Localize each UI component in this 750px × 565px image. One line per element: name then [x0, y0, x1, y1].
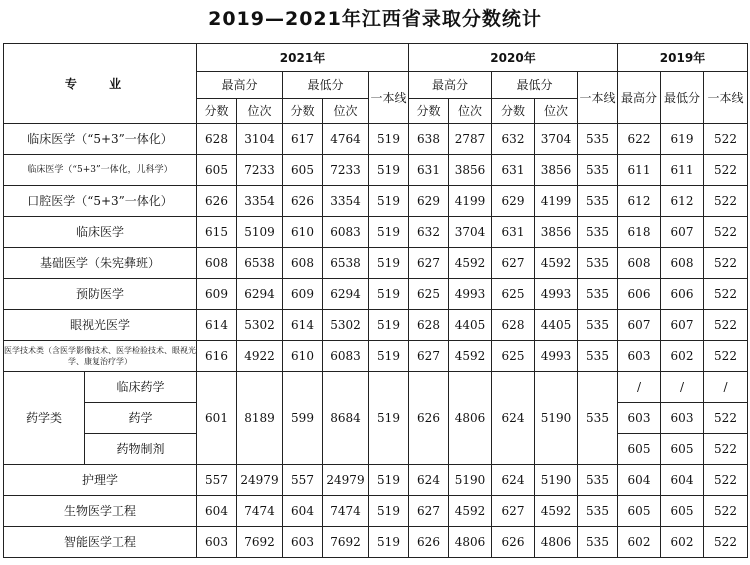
value-cell: 6294	[237, 279, 283, 310]
value-cell: 627	[409, 496, 449, 527]
value-cell: 631	[492, 217, 535, 248]
value-cell: 522	[704, 155, 748, 186]
value-cell: /	[618, 372, 661, 403]
merged-value-cell: 601	[197, 372, 237, 465]
value-cell: 4922	[237, 341, 283, 372]
value-cell: 4199	[535, 186, 578, 217]
table-row	[4, 217, 748, 248]
value-cell: 535	[578, 496, 618, 527]
value-cell: 617	[283, 124, 323, 155]
value-cell: 603	[661, 403, 704, 434]
value-cell: 4806	[449, 527, 492, 558]
value-cell: 522	[704, 279, 748, 310]
major-name: 智能医学工程	[4, 527, 197, 558]
value-cell: 519	[369, 341, 409, 372]
value-cell: 603	[197, 527, 237, 558]
value-cell: 3856	[535, 155, 578, 186]
value-cell: 4592	[449, 496, 492, 527]
min-score-header-2020: 最低分	[492, 72, 578, 99]
merged-value-cell: 519	[369, 372, 409, 465]
value-cell: 522	[704, 465, 748, 496]
major-name: 预防医学	[4, 279, 197, 310]
major-name: 眼视光医学	[4, 310, 197, 341]
value-cell: 609	[197, 279, 237, 310]
table-row	[4, 372, 748, 403]
value-cell: 3856	[535, 217, 578, 248]
merged-value-cell: 624	[492, 372, 535, 465]
value-cell: 603	[618, 341, 661, 372]
value-cell: 522	[704, 403, 748, 434]
value-cell: 629	[492, 186, 535, 217]
value-cell: 604	[197, 496, 237, 527]
value-cell: 535	[578, 248, 618, 279]
value-cell: 632	[409, 217, 449, 248]
major-name: 医学技术类（含医学影像技术、医学检验技术、眼视光学、康复治疗学）	[4, 341, 197, 372]
value-cell: 535	[578, 279, 618, 310]
value-cell: 4592	[449, 248, 492, 279]
value-cell: 519	[369, 155, 409, 186]
merged-value-cell: 626	[409, 372, 449, 465]
merged-value-cell: 4806	[449, 372, 492, 465]
value-cell: 535	[578, 217, 618, 248]
table-row	[4, 279, 748, 310]
value-cell: 627	[409, 248, 449, 279]
value-cell: 522	[704, 496, 748, 527]
merged-value-cell: 8684	[323, 372, 369, 465]
value-cell: 2787	[449, 124, 492, 155]
rank-header: 位次	[535, 99, 578, 124]
value-cell: 535	[578, 341, 618, 372]
value-cell: 614	[197, 310, 237, 341]
value-cell: 522	[704, 248, 748, 279]
value-cell: 4592	[535, 248, 578, 279]
major-header: 专 业	[4, 44, 197, 124]
value-cell: 629	[409, 186, 449, 217]
admission-score-table	[3, 43, 748, 558]
value-cell: 610	[283, 341, 323, 372]
value-cell: 612	[661, 186, 704, 217]
table-row	[4, 341, 748, 372]
value-cell: 627	[492, 248, 535, 279]
score-header: 分数	[197, 99, 237, 124]
value-cell: 5190	[449, 465, 492, 496]
merged-value-cell: 535	[578, 372, 618, 465]
value-cell: 626	[492, 527, 535, 558]
table-row	[4, 248, 748, 279]
value-cell: 606	[661, 279, 704, 310]
value-cell: 5190	[535, 465, 578, 496]
value-cell: 519	[369, 465, 409, 496]
value-cell: 7692	[323, 527, 369, 558]
value-cell: 519	[369, 310, 409, 341]
value-cell: 4993	[535, 341, 578, 372]
value-cell: 627	[409, 341, 449, 372]
min-score-header-2019: 最低分	[661, 72, 704, 124]
major-name: 基础医学（朱宪彝班）	[4, 248, 197, 279]
value-cell: 605	[618, 496, 661, 527]
value-cell: 4806	[535, 527, 578, 558]
value-cell: 522	[704, 341, 748, 372]
value-cell: 3704	[449, 217, 492, 248]
major-group-name: 药学类	[4, 372, 85, 465]
sub-major-name: 临床药学	[85, 372, 197, 403]
value-cell: 522	[704, 217, 748, 248]
value-cell: 519	[369, 279, 409, 310]
value-cell: 625	[409, 279, 449, 310]
value-cell: 614	[283, 310, 323, 341]
value-cell: 557	[197, 465, 237, 496]
value-cell: 535	[578, 155, 618, 186]
line-header-2020: 一本线	[578, 72, 618, 124]
value-cell: 622	[618, 124, 661, 155]
merged-value-cell: 8189	[237, 372, 283, 465]
table-row	[4, 310, 748, 341]
value-cell: 7233	[323, 155, 369, 186]
value-cell: 602	[661, 527, 704, 558]
value-cell: 610	[283, 217, 323, 248]
year-header-2019: 2019年	[618, 44, 748, 72]
value-cell: 625	[492, 279, 535, 310]
value-cell: 607	[618, 310, 661, 341]
value-cell: 519	[369, 124, 409, 155]
rank-header: 位次	[449, 99, 492, 124]
value-cell: 616	[197, 341, 237, 372]
value-cell: 632	[492, 124, 535, 155]
value-cell: 535	[578, 124, 618, 155]
min-score-header-2021: 最低分	[283, 72, 369, 99]
value-cell: 605	[618, 434, 661, 465]
value-cell: 7474	[237, 496, 283, 527]
score-header: 分数	[409, 99, 449, 124]
table-row	[4, 496, 748, 527]
value-cell: 7233	[237, 155, 283, 186]
value-cell: 7474	[323, 496, 369, 527]
table-row	[4, 527, 748, 558]
value-cell: 607	[661, 310, 704, 341]
merged-value-cell: 599	[283, 372, 323, 465]
table-row	[4, 186, 748, 217]
value-cell: 603	[283, 527, 323, 558]
value-cell: 625	[492, 341, 535, 372]
value-cell: 624	[492, 465, 535, 496]
value-cell: 519	[369, 217, 409, 248]
value-cell: 603	[618, 403, 661, 434]
value-cell: 6083	[323, 341, 369, 372]
value-cell: /	[704, 372, 748, 403]
value-cell: 604	[283, 496, 323, 527]
score-header: 分数	[283, 99, 323, 124]
merged-value-cell: 5190	[535, 372, 578, 465]
value-cell: 618	[618, 217, 661, 248]
value-cell: 24979	[237, 465, 283, 496]
value-cell: 522	[704, 434, 748, 465]
value-cell: 605	[661, 496, 704, 527]
table-row	[4, 465, 748, 496]
page-title: 2019—2021年江西省录取分数统计	[208, 8, 542, 30]
value-cell: 3354	[237, 186, 283, 217]
value-cell: 522	[704, 527, 748, 558]
value-cell: 628	[409, 310, 449, 341]
value-cell: 6083	[323, 217, 369, 248]
value-cell: 604	[661, 465, 704, 496]
value-cell: 519	[369, 248, 409, 279]
major-name: 护理学	[4, 465, 197, 496]
max-score-header-2021: 最高分	[197, 72, 283, 99]
value-cell: 4764	[323, 124, 369, 155]
max-score-header-2019: 最高分	[618, 72, 661, 124]
value-cell: 535	[578, 465, 618, 496]
value-cell: 627	[492, 496, 535, 527]
score-header: 分数	[492, 99, 535, 124]
value-cell: 602	[618, 527, 661, 558]
value-cell: 522	[704, 310, 748, 341]
value-cell: 4405	[449, 310, 492, 341]
value-cell: 24979	[323, 465, 369, 496]
value-cell: 6294	[323, 279, 369, 310]
major-name: 口腔医学（“5+3”一体化）	[4, 186, 197, 217]
table-row	[4, 124, 748, 155]
value-cell: 607	[661, 217, 704, 248]
value-cell: /	[661, 372, 704, 403]
sub-major-name: 药学	[85, 403, 197, 434]
value-cell: 605	[197, 155, 237, 186]
value-cell: 4592	[449, 341, 492, 372]
value-cell: 535	[578, 310, 618, 341]
value-cell: 3354	[323, 186, 369, 217]
year-header-2020: 2020年	[409, 44, 618, 72]
sub-major-name: 药物制剂	[85, 434, 197, 465]
value-cell: 4405	[535, 310, 578, 341]
value-cell: 605	[661, 434, 704, 465]
value-cell: 535	[578, 527, 618, 558]
value-cell: 519	[369, 527, 409, 558]
year-header-2021: 2021年	[197, 44, 409, 72]
major-name: 临床医学（“5+3”一体化，儿科学）	[4, 155, 197, 186]
major-name: 生物医学工程	[4, 496, 197, 527]
value-cell: 519	[369, 496, 409, 527]
value-cell: 604	[618, 465, 661, 496]
max-score-header-2020: 最高分	[409, 72, 492, 99]
value-cell: 4993	[449, 279, 492, 310]
value-cell: 626	[197, 186, 237, 217]
value-cell: 5302	[323, 310, 369, 341]
value-cell: 4993	[535, 279, 578, 310]
value-cell: 3704	[535, 124, 578, 155]
value-cell: 3856	[449, 155, 492, 186]
line-header-2021: 一本线	[369, 72, 409, 124]
value-cell: 638	[409, 124, 449, 155]
line-header-2019: 一本线	[704, 72, 748, 124]
value-cell: 557	[283, 465, 323, 496]
value-cell: 5109	[237, 217, 283, 248]
value-cell: 609	[283, 279, 323, 310]
value-cell: 4592	[535, 496, 578, 527]
major-name: 临床医学（“5+3”一体化）	[4, 124, 197, 155]
value-cell: 619	[661, 124, 704, 155]
value-cell: 608	[661, 248, 704, 279]
value-cell: 608	[197, 248, 237, 279]
value-cell: 626	[283, 186, 323, 217]
value-cell: 6538	[237, 248, 283, 279]
value-cell: 615	[197, 217, 237, 248]
value-cell: 3104	[237, 124, 283, 155]
value-cell: 608	[618, 248, 661, 279]
value-cell: 624	[409, 465, 449, 496]
value-cell: 606	[618, 279, 661, 310]
value-cell: 631	[492, 155, 535, 186]
value-cell: 522	[704, 124, 748, 155]
value-cell: 608	[283, 248, 323, 279]
value-cell: 628	[492, 310, 535, 341]
rank-header: 位次	[323, 99, 369, 124]
value-cell: 4199	[449, 186, 492, 217]
value-cell: 612	[618, 186, 661, 217]
value-cell: 611	[618, 155, 661, 186]
value-cell: 602	[661, 341, 704, 372]
value-cell: 519	[369, 186, 409, 217]
value-cell: 631	[409, 155, 449, 186]
value-cell: 605	[283, 155, 323, 186]
rank-header: 位次	[237, 99, 283, 124]
value-cell: 6538	[323, 248, 369, 279]
table-row	[4, 155, 748, 186]
value-cell: 628	[197, 124, 237, 155]
major-name: 临床医学	[4, 217, 197, 248]
value-cell: 7692	[237, 527, 283, 558]
value-cell: 5302	[237, 310, 283, 341]
value-cell: 626	[409, 527, 449, 558]
value-cell: 522	[704, 186, 748, 217]
value-cell: 535	[578, 186, 618, 217]
value-cell: 611	[661, 155, 704, 186]
